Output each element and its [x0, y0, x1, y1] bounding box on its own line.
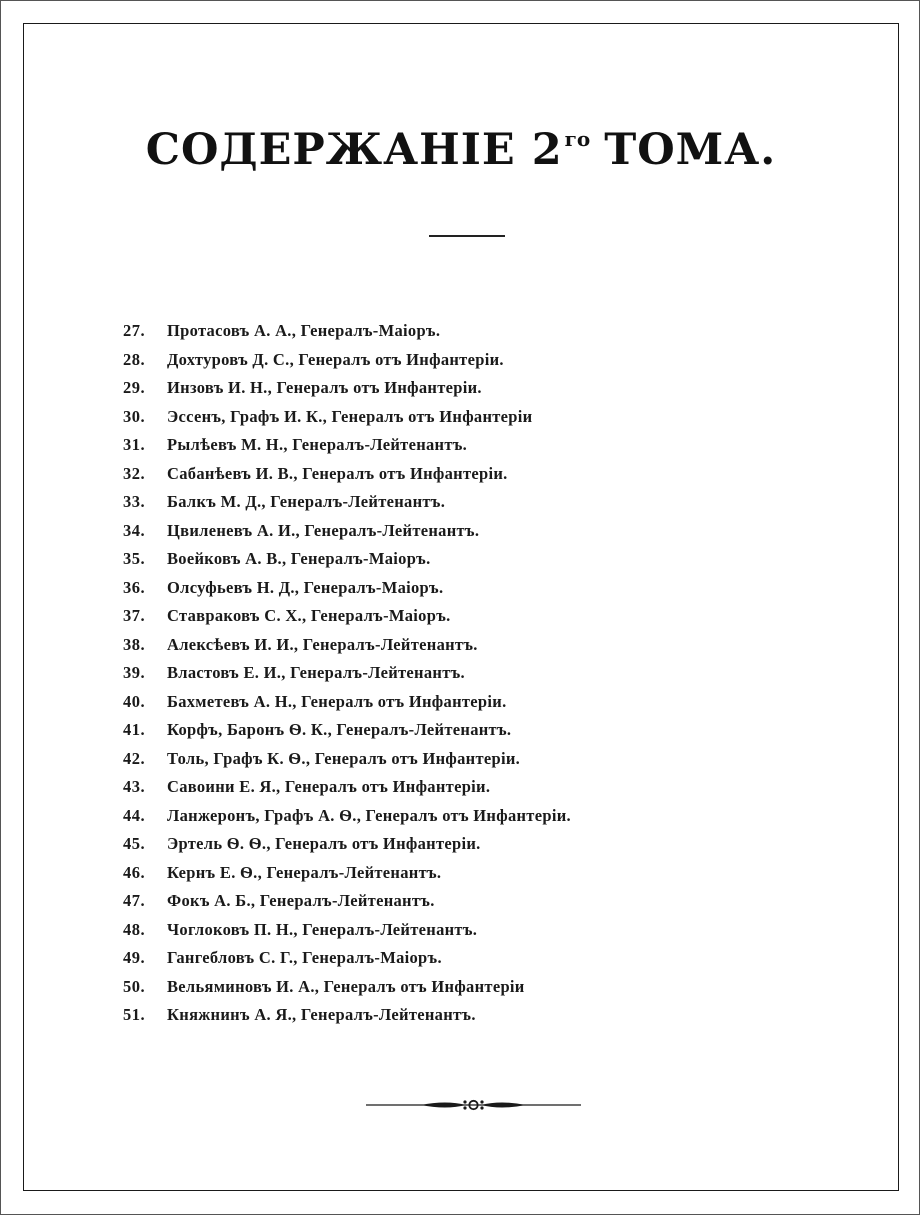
- toc-entry-text: Ланжеронъ, Графъ А. Ѳ., Генералъ отъ Инфантеріи.: [167, 805, 571, 825]
- toc-entry: [123, 517, 571, 546]
- toc-entry-number: 28.: [123, 349, 146, 369]
- toc-entry: [123, 916, 571, 945]
- toc-entry: [123, 346, 571, 375]
- table-of-contents: [123, 317, 571, 1030]
- toc-entry-number: 29.: [123, 378, 146, 397]
- toc-entry: [123, 574, 571, 603]
- toc-entry: [123, 773, 571, 802]
- toc-entry-text: Вельяминовъ И. А., Генералъ отъ Инфантеріи: [167, 976, 525, 996]
- toc-entry-number: 49.: [123, 948, 146, 967]
- toc-entry-number: 46.: [123, 862, 146, 882]
- toc-entry-number: 42.: [123, 748, 146, 768]
- toc-entry: [123, 431, 571, 460]
- toc-entry-number: 47.: [123, 891, 146, 910]
- toc-entry: [123, 859, 571, 888]
- toc-entry-text: Ставраковъ С. Х., Генералъ-Маіоръ.: [167, 606, 451, 625]
- toc-entry: [123, 602, 571, 631]
- toc-entry-text: Кернъ Е. Ѳ., Генералъ-Лейтенантъ.: [167, 862, 442, 882]
- title-divider-rule: [429, 235, 505, 237]
- toc-entry-text: Княжнинъ А. Я., Генералъ-Лейтенантъ.: [167, 1005, 476, 1024]
- toc-entry-number: 37.: [123, 606, 146, 625]
- title-main: СОДЕРЖАНІЕ: [145, 125, 516, 175]
- toc-entry-number: 40.: [123, 691, 146, 711]
- toc-entry: [123, 545, 571, 574]
- toc-entry: [123, 659, 571, 688]
- toc-entry-number: 39.: [123, 663, 146, 682]
- toc-entry-number: 27.: [123, 321, 146, 340]
- title-superscript: го: [564, 127, 591, 151]
- toc-entry-text: Алексѣевъ И. И., Генералъ-Лейтенантъ.: [167, 634, 478, 654]
- toc-entry-text: Инзовъ И. Н., Генералъ отъ Инфантеріи.: [167, 378, 482, 397]
- page-title: [1, 125, 920, 175]
- toc-entry-text: Властовъ Е. И., Генералъ-Лейтенантъ.: [167, 663, 465, 682]
- toc-entry-text: Сабанѣевъ И. В., Генералъ отъ Инфантеріи.: [167, 463, 508, 483]
- toc-entry-number: 34.: [123, 520, 146, 540]
- toc-entry-number: 44.: [123, 805, 146, 825]
- toc-entry-number: 36.: [123, 577, 146, 597]
- toc-entry-text: Дохтуровъ Д. С., Генералъ отъ Инфантеріи.: [167, 349, 504, 369]
- toc-entry-text: Бахметевъ А. Н., Генералъ отъ Инфантеріи.: [167, 691, 507, 711]
- toc-entry: [123, 944, 571, 973]
- toc-entry: [123, 1001, 571, 1030]
- toc-entry-text: Гангебловъ С. Г., Генералъ-Маіоръ.: [167, 948, 442, 967]
- toc-entry: [123, 688, 571, 717]
- toc-entry-number: 45.: [123, 834, 146, 853]
- toc-entry-number: 51.: [123, 1005, 146, 1024]
- toc-entry-number: 50.: [123, 976, 146, 996]
- toc-entry: [123, 488, 571, 517]
- toc-entry: [123, 830, 571, 859]
- toc-entry-text: Корфъ, Баронъ Ѳ. К., Генералъ-Лейтенантъ.: [167, 720, 512, 739]
- title-volume-number: 2: [531, 125, 563, 175]
- toc-entry-text: Рылѣевъ М. Н., Генералъ-Лейтенантъ.: [167, 435, 468, 454]
- toc-entry: [123, 973, 571, 1002]
- toc-entry: [123, 745, 571, 774]
- toc-entry: [123, 631, 571, 660]
- toc-entry-number: 48.: [123, 919, 146, 939]
- toc-entry: [123, 716, 571, 745]
- toc-entry-number: 31.: [123, 435, 146, 454]
- toc-entry-text: Протасовъ А. А., Генералъ-Маіоръ.: [167, 321, 441, 340]
- toc-entry: [123, 887, 571, 916]
- toc-entry-number: 30.: [123, 406, 146, 426]
- toc-entry-text: Цвиленевъ А. И., Генералъ-Лейтенантъ.: [167, 520, 480, 540]
- toc-entry-number: 35.: [123, 549, 146, 568]
- toc-entry: [123, 374, 571, 403]
- toc-entry-text: Савоини Е. Я., Генералъ отъ Инфантеріи.: [167, 777, 491, 796]
- toc-entry-number: 38.: [123, 634, 146, 654]
- toc-entry: [123, 317, 571, 346]
- toc-entry-text: Фокъ А. Б., Генералъ-Лейтенантъ.: [167, 891, 435, 910]
- toc-entry: [123, 460, 571, 489]
- toc-entry-text: Балкъ М. Д., Генералъ-Лейтенантъ.: [167, 492, 446, 511]
- toc-entry-text: Воейковъ А. В., Генералъ-Маіоръ.: [167, 549, 431, 568]
- toc-entry: [123, 802, 571, 831]
- closing-ornament: [366, 1097, 581, 1113]
- toc-entry-text: Эртель Ѳ. Ѳ., Генералъ отъ Инфантеріи.: [167, 834, 481, 853]
- toc-entry-number: 32.: [123, 463, 146, 483]
- toc-entry-number: 33.: [123, 492, 146, 511]
- toc-entry-number: 41.: [123, 720, 146, 739]
- toc-entry-text: Эссенъ, Графъ И. К., Генералъ отъ Инфантеріи: [167, 406, 533, 426]
- toc-entry: [123, 403, 571, 432]
- toc-entry-text: Толь, Графъ К. Ѳ., Генералъ отъ Инфантеріи.: [167, 748, 521, 768]
- toc-entry-text: Олсуфьевъ Н. Д., Генералъ-Маіоръ.: [167, 577, 444, 597]
- title-end: ТОМА.: [604, 125, 777, 175]
- toc-entry-text: Чоглоковъ П. Н., Генералъ-Лейтенантъ.: [167, 919, 478, 939]
- toc-entry-number: 43.: [123, 777, 146, 796]
